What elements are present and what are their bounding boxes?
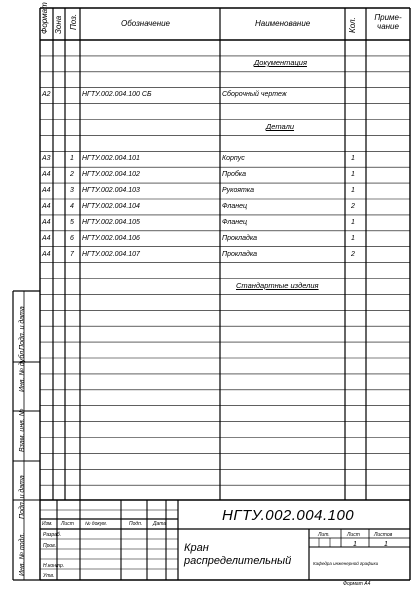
stamp-ndokum: № докум. (85, 521, 108, 527)
stamp-title-line2: распределительный (184, 555, 292, 567)
stamp-nkontr: Н.контр. (43, 563, 65, 569)
row-designation: НГТУ.002.004.104 (82, 203, 140, 210)
row-name: Пробка (222, 171, 246, 178)
row-format: А4 (42, 187, 51, 194)
stamp-document-code: НГТУ.002.004.100 (222, 507, 355, 524)
row-position: 7 (70, 251, 74, 258)
stamp-izm: Изм. (42, 521, 53, 527)
stamp-title-line1: Кран (184, 542, 209, 554)
row-format: А3 (42, 155, 51, 162)
row-quantity: 1 (351, 155, 355, 162)
section-parts: Детали (266, 122, 295, 131)
row-name: Прокладка (222, 235, 258, 242)
row-name: Фланец (222, 219, 247, 226)
side-label-sign-date-bottom: Подп. и дата (19, 475, 26, 519)
row-quantity: 2 (351, 203, 355, 210)
row-quantity: 2 (351, 251, 355, 258)
row-name: Сборочный чертеж (222, 91, 287, 98)
stamp-prov: Пров. (43, 543, 57, 549)
stamp-list: Лист (61, 521, 74, 527)
row-format: А4 (42, 171, 51, 178)
row-designation: НГТУ.002.004.106 (82, 235, 140, 242)
header-note: Приме-чание (374, 13, 402, 31)
row-position: 3 (70, 187, 74, 194)
row-format: А4 (42, 251, 51, 258)
row-name: Фланец (222, 203, 247, 210)
stamp-list2: Лист (347, 532, 360, 538)
row-format: А4 (42, 235, 51, 242)
row-designation: НГТУ.002.004.100 СБ (82, 91, 152, 98)
row-position: 1 (70, 155, 74, 162)
row-format: А4 (42, 203, 51, 210)
stamp-list-value: 1 (353, 541, 357, 548)
stamp-lit: Лит. (318, 532, 330, 538)
stamp-utv: Утв. (43, 573, 55, 579)
row-quantity: 1 (351, 235, 355, 242)
row-designation: НГТУ.002.004.107 (82, 251, 140, 258)
stamp-listov: Листов (374, 532, 393, 538)
header-pos: Поз. (69, 13, 78, 30)
section-documentation: Документация (254, 58, 307, 67)
row-designation: НГТУ.002.004.102 (82, 171, 140, 178)
row-format: А4 (42, 219, 51, 226)
row-name: Рукоятка (222, 187, 254, 194)
footer-format-label: Формат А4 (343, 581, 371, 587)
row-quantity: 1 (351, 219, 355, 226)
stamp-data: Дата (153, 521, 167, 527)
header-qty: Кол. (348, 17, 357, 33)
header-name: Наименование (255, 19, 311, 28)
stamp-listov-value: 1 (384, 541, 388, 548)
row-position: 2 (70, 171, 74, 178)
stamp-podp: Подп. (129, 521, 143, 527)
section-standard-items: Стандартные изделия (236, 281, 319, 290)
row-position: 5 (70, 219, 74, 226)
side-label-inv-dubl: Инв. № дубл. (19, 348, 26, 392)
row-name: Корпус (222, 155, 245, 162)
row-quantity: 1 (351, 171, 355, 178)
row-name: Прокладка (222, 251, 258, 258)
side-label-inv-original: Инв. № подл. (19, 532, 26, 576)
row-quantity: 1 (351, 187, 355, 194)
header-format: Формат (40, 2, 49, 34)
row-position: 6 (70, 235, 74, 242)
header-zone: Зона (54, 15, 63, 34)
stamp-razrab: Разраб. (43, 532, 62, 538)
stamp-organization: Кафедра инженерной графики (313, 561, 379, 566)
side-label-replace-inv: Взам. инв. № (19, 408, 26, 452)
row-designation: НГТУ.002.004.105 (82, 219, 140, 226)
row-designation: НГТУ.002.004.101 (82, 155, 140, 162)
header-designation: Обозначение (121, 19, 171, 28)
row-designation: НГТУ.002.004.103 (82, 187, 140, 194)
row-format: А2 (42, 91, 51, 98)
side-label-sign-date-top: Подп. и дата (19, 306, 26, 350)
row-position: 4 (70, 203, 74, 210)
